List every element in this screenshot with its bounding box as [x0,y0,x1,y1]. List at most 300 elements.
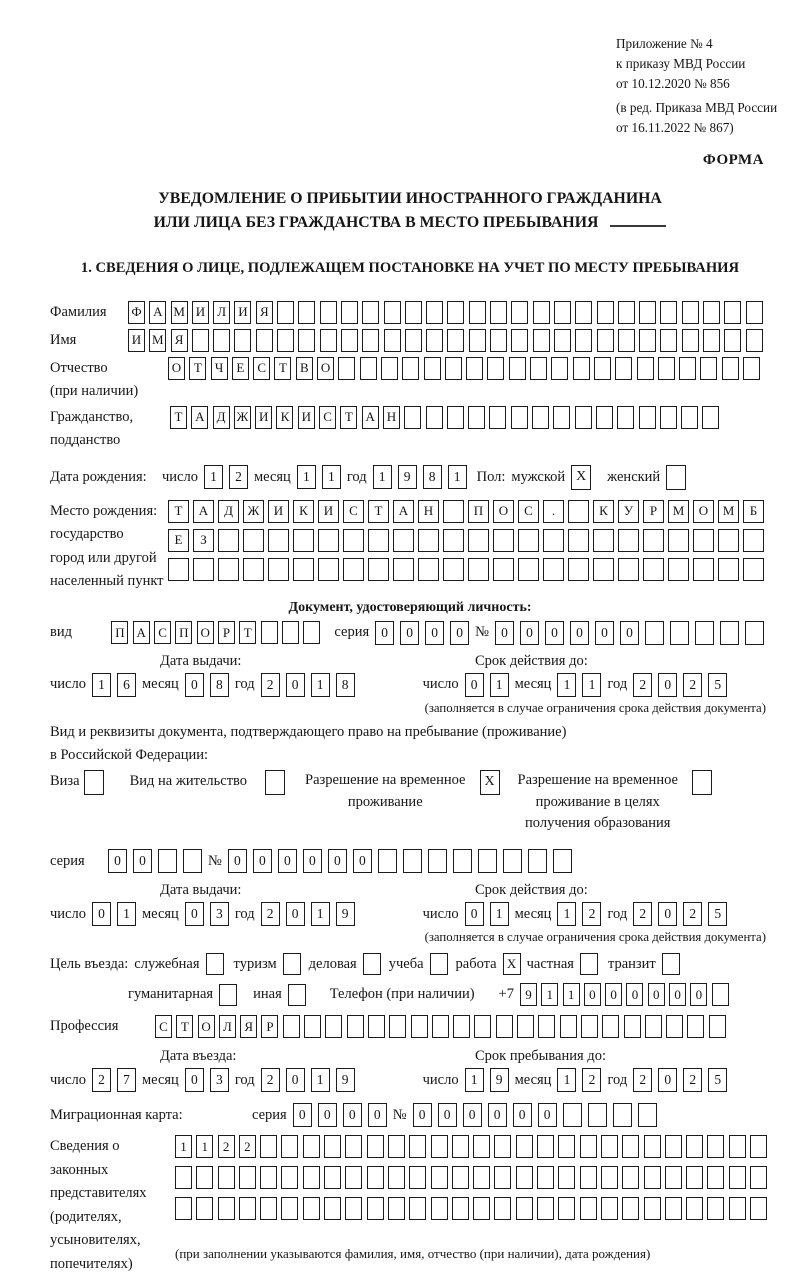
char-cell[interactable]: О [317,357,334,380]
char-cell[interactable]: 9 [490,1068,509,1092]
char-cell[interactable] [666,465,686,490]
char-cell[interactable] [568,529,589,552]
char-cell[interactable]: Т [189,357,206,380]
char-cell[interactable]: . [543,500,564,523]
char-cell[interactable] [219,984,237,1006]
char-cell[interactable]: 0 [595,621,614,645]
char-cell[interactable]: 5 [708,1068,727,1092]
char-cell[interactable]: 1 [311,673,330,697]
char-cell[interactable]: 2 [261,1068,280,1092]
char-cell[interactable]: О [693,500,714,523]
char-cell[interactable]: Т [368,500,389,523]
char-cell[interactable] [729,1197,746,1220]
char-cell[interactable] [405,301,422,324]
char-cell[interactable] [682,329,699,352]
char-cell[interactable]: Я [240,1015,257,1038]
char-cell[interactable] [707,1166,724,1189]
char-cell[interactable] [282,621,299,644]
char-cell[interactable]: Т [176,1015,193,1038]
char-cell[interactable] [617,406,634,429]
char-cell[interactable]: 0 [303,849,322,873]
char-cell[interactable]: Д [213,406,230,429]
char-cell[interactable] [575,406,592,429]
char-cell[interactable] [469,301,486,324]
char-cell[interactable] [530,357,547,380]
char-cell[interactable]: 9 [520,983,537,1006]
char-cell[interactable]: X [480,770,500,795]
char-cell[interactable]: 2 [683,673,702,697]
char-cell[interactable] [639,301,656,324]
char-cell[interactable] [345,1166,362,1189]
char-cell[interactable] [644,1135,661,1158]
char-cell[interactable]: 0 [465,673,484,697]
char-cell[interactable]: 2 [582,902,601,926]
char-cell[interactable] [615,357,632,380]
char-cell[interactable] [558,1135,575,1158]
char-cell[interactable]: 0 [648,983,665,1006]
char-cell[interactable] [303,1166,320,1189]
char-cell[interactable] [239,1166,256,1189]
char-cell[interactable] [622,1135,639,1158]
char-cell[interactable] [469,329,486,352]
char-cell[interactable] [707,1197,724,1220]
char-cell[interactable] [281,1135,298,1158]
char-cell[interactable]: Н [383,406,400,429]
char-cell[interactable]: Р [643,500,664,523]
char-cell[interactable] [554,329,571,352]
char-cell[interactable] [260,1135,277,1158]
char-cell[interactable]: Т [170,406,187,429]
char-cell[interactable] [402,357,419,380]
char-cell[interactable] [575,329,592,352]
char-cell[interactable] [553,406,570,429]
char-cell[interactable] [700,357,717,380]
char-cell[interactable] [602,1015,619,1038]
char-cell[interactable] [239,1197,256,1220]
char-cell[interactable] [533,301,550,324]
char-cell[interactable]: И [128,329,145,352]
char-cell[interactable] [404,406,421,429]
char-cell[interactable] [218,529,239,552]
char-cell[interactable] [494,1135,511,1158]
char-cell[interactable] [243,558,264,581]
char-cell[interactable] [665,1166,682,1189]
char-cell[interactable] [533,329,550,352]
char-cell[interactable]: М [149,329,166,352]
char-cell[interactable] [537,1135,554,1158]
char-cell[interactable]: 2 [683,1068,702,1092]
char-cell[interactable] [722,357,739,380]
char-cell[interactable] [318,529,339,552]
char-cell[interactable] [473,1166,490,1189]
char-cell[interactable]: О [168,357,185,380]
char-cell[interactable] [360,357,377,380]
char-cell[interactable]: 0 [538,1103,557,1127]
char-cell[interactable] [729,1166,746,1189]
char-cell[interactable] [381,357,398,380]
char-cell[interactable]: 0 [400,621,419,645]
char-cell[interactable]: 0 [605,983,622,1006]
char-cell[interactable] [695,621,714,645]
char-cell[interactable] [679,357,696,380]
char-cell[interactable] [368,1015,385,1038]
char-cell[interactable] [745,621,764,645]
char-cell[interactable] [750,1197,767,1220]
char-cell[interactable]: 0 [413,1103,432,1127]
char-cell[interactable]: 0 [228,849,247,873]
char-cell[interactable]: 8 [210,673,229,697]
char-cell[interactable]: 0 [318,1103,337,1127]
char-cell[interactable] [554,301,571,324]
char-cell[interactable] [518,558,539,581]
char-cell[interactable] [743,357,760,380]
char-cell[interactable] [418,558,439,581]
char-cell[interactable] [563,1103,582,1127]
char-cell[interactable] [265,770,285,795]
char-cell[interactable] [681,406,698,429]
char-cell[interactable] [597,329,614,352]
char-cell[interactable] [303,621,320,644]
char-cell[interactable] [473,1197,490,1220]
char-cell[interactable] [430,953,448,975]
char-cell[interactable] [670,621,689,645]
char-cell[interactable]: 0 [545,621,564,645]
char-cell[interactable]: 1 [490,673,509,697]
char-cell[interactable] [622,1166,639,1189]
char-cell[interactable] [637,357,654,380]
char-cell[interactable]: 2 [92,1068,111,1092]
char-cell[interactable] [367,1135,384,1158]
char-cell[interactable] [553,849,572,873]
char-cell[interactable]: 0 [278,849,297,873]
char-cell[interactable] [368,529,389,552]
char-cell[interactable] [409,1135,426,1158]
char-cell[interactable]: 1 [557,1068,576,1092]
char-cell[interactable] [343,529,364,552]
char-cell[interactable]: А [362,406,379,429]
char-cell[interactable] [686,1166,703,1189]
char-cell[interactable] [445,357,462,380]
char-cell[interactable] [580,1197,597,1220]
char-cell[interactable] [516,1197,533,1220]
char-cell[interactable] [468,558,489,581]
char-cell[interactable] [596,406,613,429]
char-cell[interactable]: 3 [210,902,229,926]
char-cell[interactable]: 0 [450,621,469,645]
char-cell[interactable] [746,329,763,352]
char-cell[interactable]: 0 [185,673,204,697]
char-cell[interactable]: Е [168,529,189,552]
char-cell[interactable] [509,357,526,380]
char-cell[interactable]: Т [239,621,256,644]
char-cell[interactable] [175,1197,192,1220]
char-cell[interactable] [686,1135,703,1158]
char-cell[interactable] [175,1166,192,1189]
char-cell[interactable]: И [255,406,272,429]
char-cell[interactable]: 0 [286,902,305,926]
char-cell[interactable] [743,558,764,581]
char-cell[interactable] [341,329,358,352]
char-cell[interactable] [516,1135,533,1158]
char-cell[interactable] [452,1197,469,1220]
char-cell[interactable] [388,1135,405,1158]
char-cell[interactable] [388,1166,405,1189]
char-cell[interactable] [324,1166,341,1189]
char-cell[interactable]: 9 [336,902,355,926]
char-cell[interactable] [532,406,549,429]
char-cell[interactable] [405,329,422,352]
char-cell[interactable]: А [133,621,150,644]
char-cell[interactable] [447,301,464,324]
char-cell[interactable]: 0 [495,621,514,645]
char-cell[interactable] [288,984,306,1006]
char-cell[interactable]: М [718,500,739,523]
char-cell[interactable]: 0 [375,621,394,645]
char-cell[interactable] [580,1135,597,1158]
char-cell[interactable]: 9 [398,465,417,489]
char-cell[interactable] [643,558,664,581]
char-cell[interactable]: 2 [261,902,280,926]
char-cell[interactable]: 1 [204,465,223,489]
char-cell[interactable] [268,558,289,581]
char-cell[interactable] [443,500,464,523]
char-cell[interactable]: П [111,621,128,644]
char-cell[interactable] [511,406,528,429]
char-cell[interactable]: О [197,621,214,644]
char-cell[interactable] [601,1197,618,1220]
char-cell[interactable]: 1 [311,902,330,926]
char-cell[interactable] [494,1197,511,1220]
char-cell[interactable] [158,849,177,873]
char-cell[interactable]: X [571,465,591,490]
char-cell[interactable]: 0 [658,673,677,697]
char-cell[interactable] [338,357,355,380]
char-cell[interactable] [218,1166,235,1189]
char-cell[interactable] [517,1015,534,1038]
char-cell[interactable]: 2 [633,1068,652,1092]
char-cell[interactable]: Ф [128,301,145,324]
char-cell[interactable] [568,500,589,523]
char-cell[interactable]: 0 [626,983,643,1006]
char-cell[interactable]: 0 [353,849,372,873]
char-cell[interactable]: А [193,500,214,523]
char-cell[interactable] [393,529,414,552]
char-cell[interactable] [281,1197,298,1220]
char-cell[interactable]: О [493,500,514,523]
char-cell[interactable] [718,529,739,552]
char-cell[interactable] [660,329,677,352]
char-cell[interactable] [324,1135,341,1158]
char-cell[interactable]: Т [340,406,357,429]
char-cell[interactable]: 0 [185,1068,204,1092]
char-cell[interactable]: Н [418,500,439,523]
char-cell[interactable]: 5 [708,673,727,697]
char-cell[interactable] [409,1197,426,1220]
char-cell[interactable]: 0 [584,983,601,1006]
char-cell[interactable] [580,1166,597,1189]
char-cell[interactable] [703,329,720,352]
char-cell[interactable] [729,1135,746,1158]
char-cell[interactable]: З [193,529,214,552]
char-cell[interactable]: Ч [211,357,228,380]
char-cell[interactable] [426,301,443,324]
char-cell[interactable]: Т [168,500,189,523]
char-cell[interactable] [431,1197,448,1220]
char-cell[interactable] [193,558,214,581]
char-cell[interactable] [693,558,714,581]
char-cell[interactable] [703,301,720,324]
char-cell[interactable]: С [154,621,171,644]
char-cell[interactable]: А [393,500,414,523]
char-cell[interactable] [568,558,589,581]
char-cell[interactable] [543,558,564,581]
char-cell[interactable] [411,1015,428,1038]
char-cell[interactable] [298,301,315,324]
char-cell[interactable]: 1 [92,673,111,697]
char-cell[interactable]: Ж [243,500,264,523]
char-cell[interactable] [746,301,763,324]
char-cell[interactable]: 2 [582,1068,601,1092]
char-cell[interactable] [518,529,539,552]
char-cell[interactable] [638,1103,657,1127]
char-cell[interactable] [388,1197,405,1220]
char-cell[interactable] [218,558,239,581]
char-cell[interactable] [543,529,564,552]
char-cell[interactable] [403,849,422,873]
char-cell[interactable] [367,1197,384,1220]
char-cell[interactable]: 1 [582,673,601,697]
char-cell[interactable]: Ж [234,406,251,429]
char-cell[interactable]: Д [218,500,239,523]
char-cell[interactable] [594,357,611,380]
char-cell[interactable] [487,357,504,380]
char-cell[interactable] [493,529,514,552]
char-cell[interactable]: Я [256,301,273,324]
char-cell[interactable]: М [668,500,689,523]
char-cell[interactable] [393,558,414,581]
char-cell[interactable]: Р [218,621,235,644]
char-cell[interactable]: 0 [658,1068,677,1092]
char-cell[interactable]: 1 [373,465,392,489]
char-cell[interactable] [431,1135,448,1158]
char-cell[interactable]: 0 [438,1103,457,1127]
char-cell[interactable]: 7 [117,1068,136,1092]
char-cell[interactable] [644,1197,661,1220]
char-cell[interactable] [724,329,741,352]
char-cell[interactable]: 0 [669,983,686,1006]
char-cell[interactable] [283,953,301,975]
char-cell[interactable] [345,1197,362,1220]
char-cell[interactable] [261,621,278,644]
char-cell[interactable] [452,1166,469,1189]
char-cell[interactable]: 1 [490,902,509,926]
char-cell[interactable] [452,1135,469,1158]
char-cell[interactable] [639,329,656,352]
char-cell[interactable] [702,406,719,429]
char-cell[interactable] [281,1166,298,1189]
char-cell[interactable]: Б [743,500,764,523]
char-cell[interactable] [593,529,614,552]
char-cell[interactable] [712,983,729,1006]
char-cell[interactable]: 1 [557,673,576,697]
char-cell[interactable] [618,329,635,352]
char-cell[interactable] [581,1015,598,1038]
char-cell[interactable] [362,329,379,352]
char-cell[interactable] [645,1015,662,1038]
char-cell[interactable]: 2 [261,673,280,697]
char-cell[interactable] [613,1103,632,1127]
char-cell[interactable]: И [298,406,315,429]
char-cell[interactable]: 0 [293,1103,312,1127]
char-cell[interactable]: 0 [465,902,484,926]
char-cell[interactable] [660,301,677,324]
char-cell[interactable] [213,329,230,352]
char-cell[interactable] [443,558,464,581]
char-cell[interactable] [320,329,337,352]
char-cell[interactable]: С [518,500,539,523]
char-cell[interactable] [707,1135,724,1158]
char-cell[interactable] [298,329,315,352]
char-cell[interactable]: 1 [196,1135,213,1158]
char-cell[interactable]: 2 [218,1135,235,1158]
char-cell[interactable] [243,529,264,552]
char-cell[interactable] [432,1015,449,1038]
char-cell[interactable] [192,329,209,352]
char-cell[interactable] [474,1015,491,1038]
char-cell[interactable] [593,558,614,581]
char-cell[interactable] [511,301,528,324]
char-cell[interactable]: 0 [253,849,272,873]
char-cell[interactable] [84,770,104,795]
char-cell[interactable] [277,301,294,324]
char-cell[interactable]: 8 [336,673,355,697]
char-cell[interactable]: 2 [229,465,248,489]
char-cell[interactable]: У [618,500,639,523]
char-cell[interactable]: М [171,301,188,324]
char-cell[interactable] [724,301,741,324]
char-cell[interactable]: И [268,500,289,523]
char-cell[interactable] [320,301,337,324]
char-cell[interactable] [418,529,439,552]
char-cell[interactable] [618,558,639,581]
char-cell[interactable] [384,301,401,324]
char-cell[interactable]: 2 [633,673,652,697]
char-cell[interactable]: 0 [328,849,347,873]
char-cell[interactable] [643,529,664,552]
char-cell[interactable] [558,1197,575,1220]
char-cell[interactable]: Р [261,1015,278,1038]
char-cell[interactable]: С [319,406,336,429]
char-cell[interactable] [347,1015,364,1038]
char-cell[interactable] [384,329,401,352]
char-cell[interactable]: И [192,301,209,324]
char-cell[interactable] [668,558,689,581]
char-cell[interactable] [665,1135,682,1158]
char-cell[interactable] [341,301,358,324]
char-cell[interactable]: 0 [620,621,639,645]
char-cell[interactable] [496,1015,513,1038]
char-cell[interactable] [573,357,590,380]
char-cell[interactable]: О [198,1015,215,1038]
char-cell[interactable] [293,529,314,552]
char-cell[interactable]: П [468,500,489,523]
char-cell[interactable]: Я [171,329,188,352]
char-cell[interactable] [666,1015,683,1038]
char-cell[interactable] [283,1015,300,1038]
char-cell[interactable]: Е [232,357,249,380]
char-cell[interactable]: С [155,1015,172,1038]
char-cell[interactable]: 0 [570,621,589,645]
